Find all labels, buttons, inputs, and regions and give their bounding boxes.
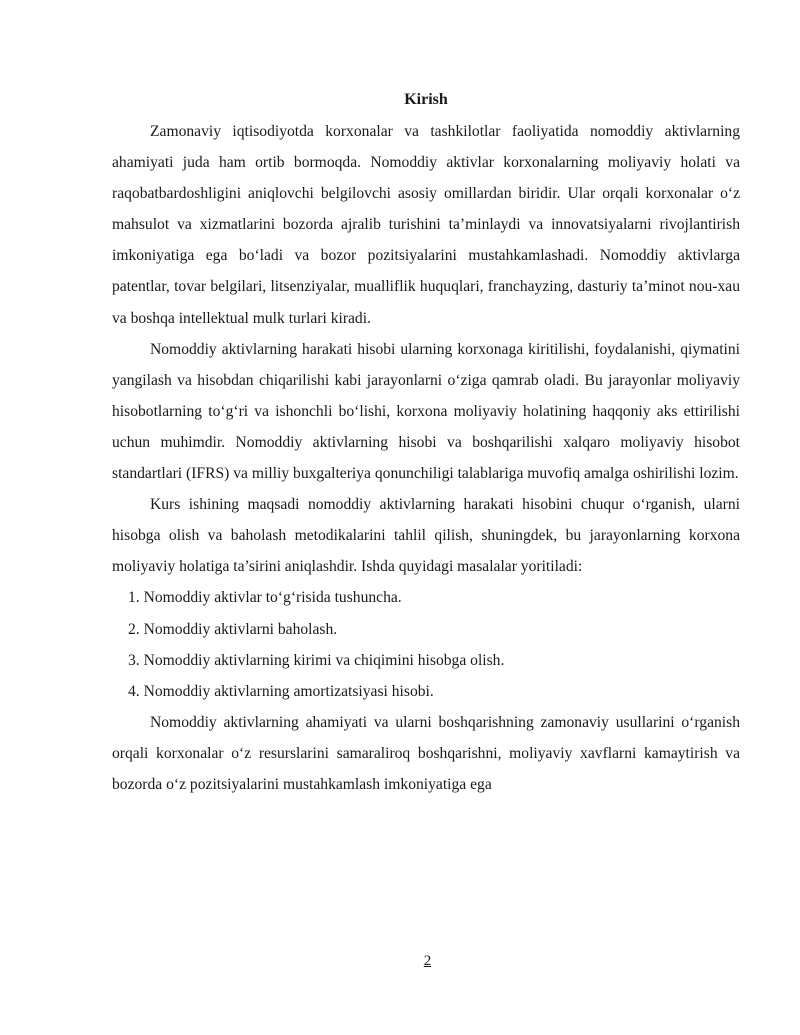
- list-item: 1. Nomoddiy aktivlar to‘g‘risida tushuncha.: [128, 589, 402, 607]
- page-number: 2: [423, 953, 432, 969]
- topics-list: [112, 582, 740, 706]
- paragraph-goal: Kurs ishining maqsadi nomoddiy aktivlarning harakati hisobini chuqur o‘rganish, ularni hisobga olish va baholash metodikalarini tahlil qilish, shuningdek, bu jarayonlarning korxona moliyaviy holatiga ta’sirini aniqlashdir. Ishda quyidagi masalalar yoritiladi:: [112, 496, 740, 576]
- paragraph-closing: Nomoddiy aktivlarning ahamiyati va ularni boshqarishning zamonaviy usullarini o‘rganish orqali korxonalar o‘z resurslarini samaraliroq boshqarishni, moliyaviy xavflarni kamaytirish va bozorda o‘z pozitsiyalarini mustahkamlash imkoniyatiga ega: [112, 713, 740, 793]
- list-item: 2. Nomoddiy aktivlarni baholash.: [128, 620, 338, 638]
- page-title: Kirish: [404, 91, 448, 108]
- paragraph-accounting: Nomoddiy aktivlarning harakati hisobi ularning korxonaga kiritilishi, foydalanishi, qiymatini yangilash va hisobdan chiqarilishi kabi jarayonlarni o‘ziga qamrab oladi. Bu jarayonlar moliyaviy hisobotlarning to‘g‘ri va ishonchli bo‘lishi, korxona moliyaviy holatining haqqoniy aks ettirilishi uchun muhimdir. Nomoddiy aktivlarning hisobi va boshqarilishi xalqaro moliyaviy hisobot standartlari (IFRS) va milliy buxgalteriya qonunchiligi talablariga muvofiq amalga oshirilishi lozim.: [112, 340, 740, 483]
- list-item: 4. Nomoddiy aktivlarning amortizatsiyasi hisobi.: [128, 682, 434, 700]
- list-item: 3. Nomoddiy aktivlarning kirimi va chiqimini hisobga olish.: [128, 651, 505, 669]
- document-page: [112, 90, 740, 800]
- paragraph-intro: Zamonaviy iqtisodiyotda korxonalar va tashkilotlar faoliyatida nomoddiy aktivlarning ahamiyati juda ham ortib bormoqda. Nomoddiy aktivlar korxonalarning moliyaviy holati va raqobatbardoshligini aniqlovchi belgilovchi asosiy omillardan biridir. Ular orqali korxonalar o‘z mahsulot va xizmatlarini bozorda ajralib turishini ta’minlaydi va innovatsiyalarni rivojlantirish imkoniyatiga ega bo‘ladi va bozor pozitsiyalarini mustahkamlashadi. Nomoddiy aktivlarga patentlar, tovar belgilari, litsenziyalar, mualliflik huquqlari, franchayzing, dasturiy ta’minot nou-xau va boshqa intellektual mulk turlari kiradi.: [112, 123, 740, 327]
